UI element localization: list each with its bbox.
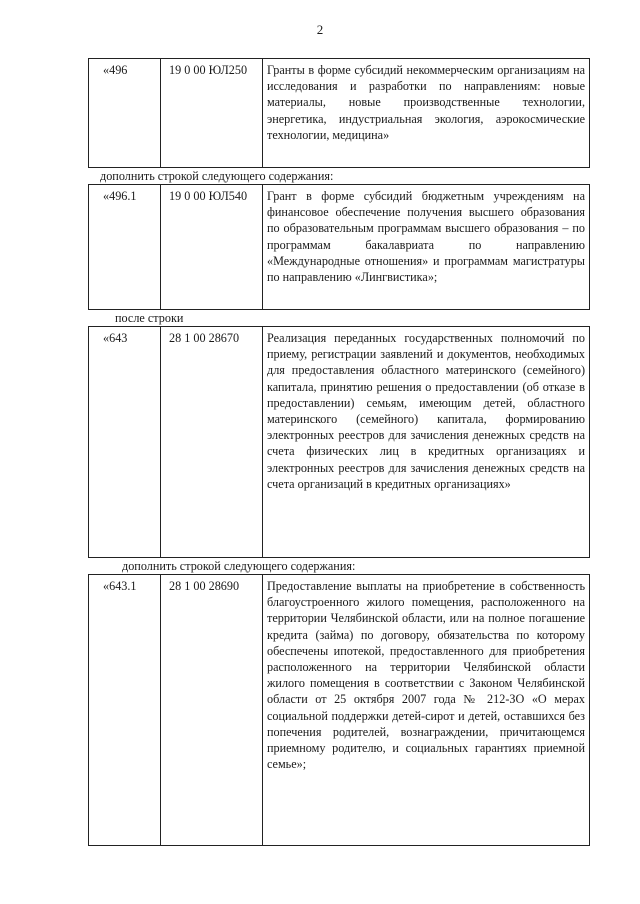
row-text: Реализация переданных государственных полномочий по приему, регистрации заявлений и документов, необходимых для предоставления областного материнского (семейного) капитала, принятию решения о предоставлении (об отказе в предоставлении) семьям, имеющим детей, областного материнского (семейного) капитала, формированию электронных реестров для зачисления денежных средств на счета физических лиц в кредитных организациях и электронных реестров для зачисления денежных средств на счета организаций в кредитных организациях» <box>267 331 585 491</box>
row-text: Гранты в форме субсидий некоммерческим организациям на исследования и разработки по направлениям: новые материалы, новые производственные технологии, энергетика, индустриальная экология, аэрокосмические технологии, медицина» <box>267 63 585 142</box>
row-code: 19 0 00 ЮЛ250 <box>161 59 263 167</box>
row-code: 19 0 00 ЮЛ540 <box>161 185 263 309</box>
table-row <box>88 58 590 168</box>
row-number: «643.1 <box>89 575 161 845</box>
row-code: 28 1 00 28670 <box>161 327 263 557</box>
row-number: «496.1 <box>89 185 161 309</box>
row-number: «643 <box>89 327 161 557</box>
instruction-after-line: после строки <box>115 311 184 325</box>
instruction-add-line: дополнить строкой следующего содержания: <box>100 169 334 183</box>
table-row <box>88 326 590 558</box>
table-row <box>88 574 590 846</box>
row-number: «496 <box>89 59 161 167</box>
row-code: 28 1 00 28690 <box>161 575 263 845</box>
page-number: 2 <box>316 22 324 37</box>
row-text: Предоставление выплаты на приобретение в собственность благоустроенного жилого помещения, расположенного на территории Челябинской области, или на полное погашение кредита (займа) по договору, обязательства по которому обеспечены ипотекой, предоставленного для приобретения расположенного на территории Челябинской области жилого помещения в соответствии с Законом Челябинской области от 25 октября 2007 года № 212-ЗО «О мерах социальной поддержки детей-сирот и детей, оставшихся без попечения родителей, вознаграждении, причитающемся приемному родителю, и социальных гарантиях приемной семье»; <box>267 579 585 772</box>
table-row <box>88 184 590 310</box>
instruction-add-line: дополнить строкой следующего содержания: <box>122 559 356 573</box>
row-text: Грант в форме субсидий бюджетным учреждениям на финансовое обеспечение получения высшего образования по образовательным программам высшего образования – по программам бакалавриата по направлению «Международные отношения» и программам магистратуры по направлению «Лингвистика»; <box>267 189 585 285</box>
